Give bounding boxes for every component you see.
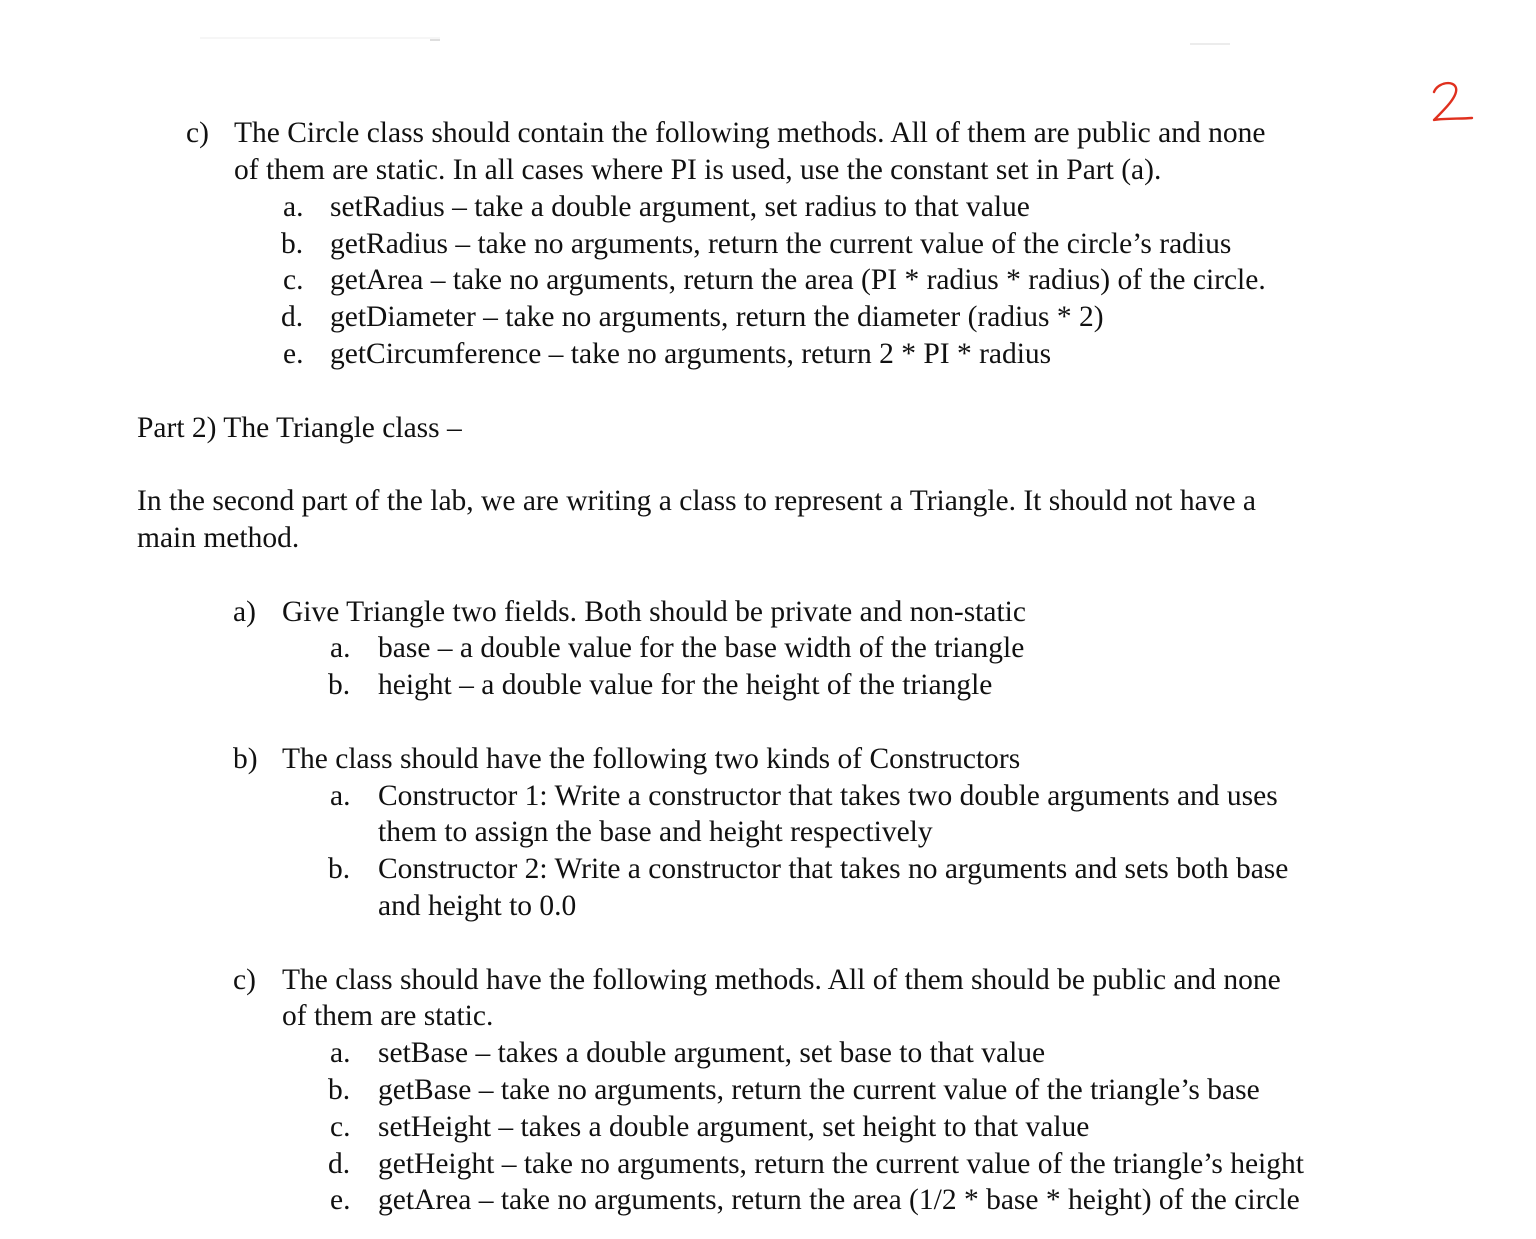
- list-item: base – a double value for the base width of the triangle: [378, 632, 1025, 664]
- list-marker: c): [233, 964, 256, 996]
- sub-marker: e.: [330, 1184, 351, 1216]
- list-item: height – a double value for the height of the triangle: [378, 669, 993, 701]
- part2-intro-line-1: In the second part of the lab, we are writing a class to represent a Triangle. It should not have a: [137, 485, 1257, 517]
- list-item: setRadius – take a double argument, set radius to that value: [330, 191, 1030, 223]
- sub-marker: c.: [330, 1111, 351, 1143]
- list-item-continuation: them to assign the base and height respectively: [378, 816, 933, 848]
- sub-marker: a.: [330, 1037, 351, 1069]
- section-heading: Part 2) The Triangle class –: [137, 412, 462, 444]
- list-marker: a): [233, 596, 256, 628]
- sub-marker: d.: [281, 301, 304, 333]
- list-item: setBase – takes a double argument, set base to that value: [378, 1037, 1046, 1069]
- part2-intro-line-2: main method.: [137, 522, 300, 554]
- sub-marker: a.: [283, 191, 304, 223]
- list-item: getRadius – take no arguments, return the current value of the circle’s radius: [330, 228, 1232, 260]
- sub-marker: b.: [281, 228, 304, 260]
- circle-methods-intro-line-2: of them are static. In all cases where PI is used, use the constant set in Part (a).: [234, 154, 1162, 186]
- sub-marker: b.: [328, 669, 351, 701]
- sub-marker: b.: [328, 853, 351, 885]
- list-marker: c): [186, 117, 209, 149]
- list-item: Constructor 2: Write a constructor that takes no arguments and sets both base: [378, 853, 1289, 885]
- handwritten-page-number: [1428, 78, 1478, 124]
- list-item: getArea – take no arguments, return the area (PI * radius * radius) of the circle.: [330, 264, 1266, 296]
- triangle-methods-intro-line-2: of them are static.: [282, 1000, 494, 1032]
- sub-marker: a.: [330, 632, 351, 664]
- list-item: getCircumference – take no arguments, return 2 * PI * radius: [330, 338, 1052, 370]
- list-item: getDiameter – take no arguments, return the diameter (radius * 2): [330, 301, 1104, 333]
- sub-marker: b.: [328, 1074, 351, 1106]
- triangle-methods-intro-line-1: The class should have the following methods. All of them should be public and none: [282, 964, 1281, 996]
- sub-marker: d.: [328, 1148, 351, 1180]
- circle-methods-intro-line-1: The Circle class should contain the following methods. All of them are public and none: [234, 117, 1266, 149]
- sub-marker: e.: [283, 338, 304, 370]
- list-marker: b): [233, 743, 258, 775]
- list-item: setHeight – takes a double argument, set height to that value: [378, 1111, 1090, 1143]
- list-item: getBase – take no arguments, return the current value of the triangle’s base: [378, 1074, 1260, 1106]
- constructors-intro: The class should have the following two kinds of Constructors: [282, 743, 1021, 775]
- fields-intro: Give Triangle two fields. Both should be private and non-static: [282, 596, 1026, 628]
- sub-marker: a.: [330, 780, 351, 812]
- list-item: getArea – take no arguments, return the area (1/2 * base * height) of the circle: [378, 1184, 1300, 1216]
- list-item: getHeight – take no arguments, return the current value of the triangle’s height: [378, 1148, 1304, 1180]
- scan-edge-artifact: [0, 0, 1536, 60]
- list-item-continuation: and height to 0.0: [378, 890, 577, 922]
- list-item: Constructor 1: Write a constructor that takes two double arguments and uses: [378, 780, 1278, 812]
- sub-marker: c.: [283, 264, 304, 296]
